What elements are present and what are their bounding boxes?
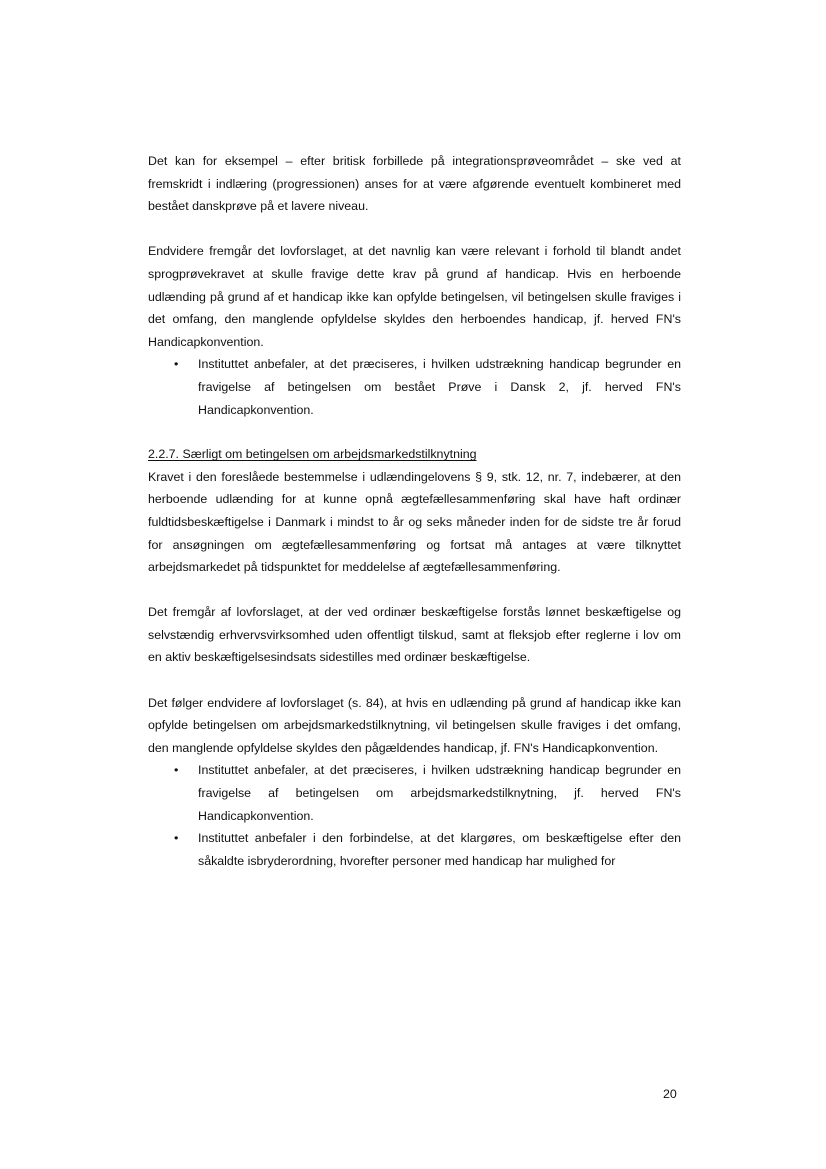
recommendation-text: Instituttet anbefaler, at det præciseres, i hvilken udstrækning handicap begrunder en fravigelse af betingelsen om bestået Prøve i Dansk 2, jf. herved FN's Handicapkonvention.: [198, 357, 681, 417]
recommendation-item: [148, 353, 681, 421]
bullet-icon: •: [174, 763, 179, 778]
recommendation-item: [148, 759, 681, 827]
paragraph-handicap-employment: Det følger endvidere af lovforslaget (s. 84), at hvis en udlænding på grund af handicap ikke kan opfylde betingelsen om arbejdsmarkedstilknytning, vil betingelsen skulle fraviges i det omfang, den manglende opfyldelse skyldes den pågældendes handicap, jf. FN's Handicapkonvention.: [148, 695, 681, 755]
paragraph-employment-requirement: Kravet i den foreslåede bestemmelse i udlændingelovens § 9, stk. 12, nr. 7, indebærer, at den herboende udlænding for at kunne opnå ægtefællesammenføring skal have haft ordinær fuldtidsbeskæftigelse i Danmark i mindst to år og seks måneder inden for de sidste tre år forud for ansøgningen om ægtefællesammenføring og fortsat må antages at være tilknyttet arbejdsmarkedet på tidspunktet for meddelelse af ægtefællesammenføring.: [148, 469, 681, 575]
paragraph-handicap-exemption: Endvidere fremgår det lovforslaget, at det navnlig kan være relevant i forhold til blandt andet sprogprøvekravet at skulle fravige dette krav på grund af handicap. Hvis en herboende udlænding på grund af et handicap ikke kan opfylde betingelsen, vil betingelsen skulle fraviges i det omfang, den manglende opfyldelse skyldes den herboendes handicap, jf. herved FN's Handicapkonvention.: [148, 244, 681, 349]
page-number: 20: [663, 1087, 677, 1101]
recommendation-item: [148, 827, 681, 872]
recommendation-text: Instituttet anbefaler, at det præciseres, i hvilken udstrækning handicap begrunder en fravigelse af betingelsen om arbejdsmarkedstilknytning, jf. herved FN's Handicapkonvention.: [198, 763, 681, 823]
paragraph-british-example: Det kan for eksempel – efter britisk forbillede på integrationsprøveområdet – ske ved at fremskridt i indlæring (progressionen) anses for at være afgørende eventuelt kombineret med bestået danskprøve på et lavere niveau.: [148, 154, 681, 214]
bullet-icon: •: [174, 831, 179, 846]
document-page: [148, 150, 681, 872]
recommendation-text: Instituttet anbefaler i den forbindelse, at det klargøres, om beskæftigelse efter den såkaldte isbryderordning, hvorefter personer med handicap har mulighed for: [198, 831, 681, 868]
section-heading: 2.2.7. Særligt om betingelsen om arbejdsmarkedstilknytning: [148, 447, 477, 462]
recommendation-list-1: [148, 353, 681, 421]
paragraph-ordinary-employment: Det fremgår af lovforslaget, at der ved ordinær beskæftigelse forstås lønnet beskæftigelse og selvstændig erhvervsvirksomhed uden offentligt tilskud, samt at fleksjob efter reglerne i lov om en aktiv beskæftigelsesindsats sidestilles med ordinær beskæftigelse.: [148, 605, 681, 665]
recommendation-list-2: [148, 759, 681, 872]
bullet-icon: •: [174, 357, 179, 372]
